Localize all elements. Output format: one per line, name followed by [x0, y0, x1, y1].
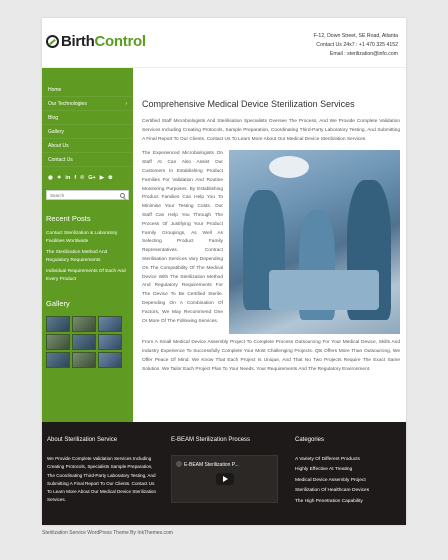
gallery-grid: [42, 313, 133, 371]
menu-item-blog[interactable]: [42, 111, 133, 125]
gallery-thumbnail[interactable]: [72, 352, 96, 368]
header-contact-info: [314, 32, 398, 59]
search-box: [46, 190, 129, 200]
menu-item-contact-us[interactable]: [42, 153, 133, 167]
surgery-photo: [229, 150, 400, 334]
recent-post-link[interactable]: The Sterilization Method And Regulatory Requirements: [46, 250, 108, 263]
category-link[interactable]: A Variety Of Different Products: [295, 457, 360, 462]
menu-item-label: Home: [48, 86, 62, 93]
gallery-thumbnail[interactable]: [98, 334, 122, 350]
outsourcing-paragraph: From A Small Medical Device Assembly Project To Complete Process Outsourcing For Your Medical Device, Skills And Industry Experience To Successfully Complete Your Most Challenging Projects. Qts Offers More Than Outsourcing, We Offer Peace Of Mind. We Know That Each Project Is Unique, And That No Two Projects Require The Exact Same Solution. We Tailor Each Project Plan To Your Needs, Your Requirements And The Regulatory Environment.: [142, 340, 400, 372]
gallery-thumbnail[interactable]: [46, 352, 70, 368]
pinterest-icon[interactable]: ℗: [80, 175, 85, 181]
menu-item-home[interactable]: [42, 83, 133, 97]
social-icons: [42, 167, 133, 187]
menu-item-about-us[interactable]: [42, 139, 133, 153]
header-phone: Contact Us 24x7 : +1 470 325 4152: [316, 42, 398, 48]
site-header: [42, 18, 406, 68]
search-input[interactable]: [50, 193, 110, 198]
gallery-thumbnail[interactable]: [46, 316, 70, 332]
chevron-right-icon: ›: [125, 100, 127, 107]
page-container: [42, 18, 406, 525]
video-title: E-BEAM Sterilization P...: [184, 462, 239, 468]
footer-credit[interactable]: Sterilization Service WordPress Theme By InkThemes.com: [42, 530, 173, 536]
video-player[interactable]: [171, 455, 278, 503]
header-email[interactable]: Email : sterilization@info.com: [329, 51, 398, 57]
channel-icon: [176, 461, 182, 467]
footer-about: [47, 437, 159, 505]
main-menu: [42, 83, 133, 167]
gallery-thumbnail[interactable]: [46, 334, 70, 350]
intro-paragraph: Certified Staff Microbiologists And Sterilisation Specialists Oversee The Process, And We Provide Complete Validation Services Including Creating Protocols, Sample Preparation, Coordinating Third-Party Laboratory Testing, And Submitting A Final Report To Our Clients. Contact Us To Learn More About Our Medical Device Sterilization Services.: [142, 119, 400, 142]
dribbble-icon[interactable]: ⊛: [107, 175, 113, 181]
menu-item-label: About Us: [48, 142, 69, 149]
sidebar: [42, 68, 133, 422]
staff-paragraph: The Experienced Microbiologists On Staff At Can Also Assist Our Customers In Establishing Product Families For Validation And Routine Monitoring Purposes. By Establishing Product Families Can Help You To Minimise Your Testing Costs. Our Staff Can Help You Through The Process Of Justifying Your Product Family Groupings, As Well As Selecting Product Family Representatives. Contract Sterilisation Services Vary Depending On The Compatibility Of The Medical Device With The Sterilization Method And Regulatory Requirements For The Device To Be Certified Sterile. Depending On A Combination Of Factors, We May Recommend One Or More Of The Following Services.: [142, 151, 223, 324]
operating-table: [269, 270, 379, 310]
menu-item-gallery[interactable]: [42, 125, 133, 139]
logo-text-birth: Birth: [61, 33, 95, 50]
gallery-thumbnail[interactable]: [72, 316, 96, 332]
google-plus-icon[interactable]: G+: [88, 175, 96, 181]
logo-text-control: Control: [94, 33, 146, 50]
menu-item-label: Our Technologies: [48, 100, 87, 107]
site-logo[interactable]: [46, 33, 146, 50]
recent-posts-title: Recent Posts: [46, 214, 91, 223]
logo-mark-icon: [46, 35, 59, 48]
gallery-thumbnail[interactable]: [98, 352, 122, 368]
linkedin-icon[interactable]: in: [65, 175, 71, 181]
menu-item-label: Blog: [48, 114, 59, 121]
gallery-thumbnail[interactable]: [98, 316, 122, 332]
page-title: Comprehensive Medical Device Sterilization Services: [142, 99, 355, 109]
header-address: F-12, Down Street, SE Road, Atlanta: [313, 33, 398, 39]
footer-about-title: About Sterilization Service: [47, 437, 118, 443]
menu-item-label: Gallery: [48, 128, 64, 135]
footer-about-text: We Provide Complete Validation Services Including Creating Protocols, Specialists Sample Preparation, The Coordinating Third-Party Laboratory Testing, And Submitting A Final Report To Our Clients. Contact Us To Learn More About Our Medical Device Sterilization Services.: [47, 456, 157, 503]
site-footer: [42, 422, 406, 525]
footer-categories: [295, 437, 400, 507]
category-link[interactable]: Medical Device Assembly Project: [295, 477, 366, 483]
footer-video-title: E-BEAM Sterilization Process: [171, 437, 251, 443]
content-with-image: [142, 150, 400, 334]
recent-post-link[interactable]: Contact Sterilization & Laboratory Facilities Worldwide: [46, 231, 118, 244]
footer-categories-title: Categories: [295, 437, 325, 443]
play-icon[interactable]: [216, 473, 234, 485]
gallery-title: Gallery: [46, 299, 70, 308]
category-link[interactable]: Highly Effective At Treating: [295, 467, 353, 473]
menu-item-label: Contact Us: [48, 156, 73, 163]
surgical-lamp: [269, 156, 309, 178]
youtube-icon[interactable]: ▶: [99, 175, 104, 181]
menu-item-our-technologies[interactable]: [42, 97, 133, 111]
rss-icon[interactable]: ◉: [48, 175, 53, 181]
footer-video: [171, 437, 281, 503]
facebook-icon[interactable]: f: [74, 175, 77, 181]
category-link[interactable]: The High Penetration Capability: [295, 498, 363, 504]
twitter-icon[interactable]: ✶: [56, 175, 62, 181]
recent-post-link[interactable]: Individual Requirements Of Each And Every Product: [46, 269, 126, 282]
main-content: [142, 68, 400, 375]
category-link[interactable]: Sterilization Of Healthcare Devices: [295, 488, 370, 494]
search-icon[interactable]: [120, 193, 125, 198]
gallery-thumbnail[interactable]: [72, 334, 96, 350]
